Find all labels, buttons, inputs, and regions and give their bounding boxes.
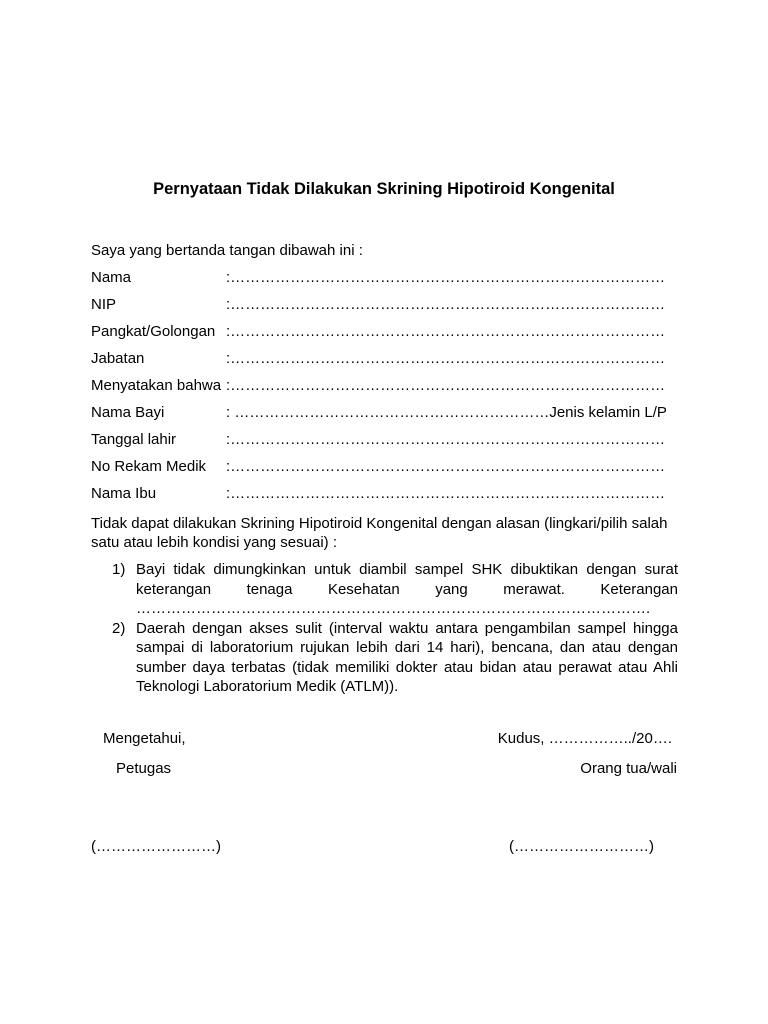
field-row-pangkat <box>91 323 681 350</box>
field-label: Nama Ibu <box>91 485 157 502</box>
list-text: Daerah dengan akses sulit (interval waktu antara pengambilan sampel hingga sampai di laboratorium rujukan lebih dari 14 hari), bencana, dan atau dengan sumber daya terbatas (tidak memiliki dokter atau bidan atau perawat atau Ahli Teknologi Laboratorium Medik (ATLM)). <box>136 619 678 695</box>
list-item <box>112 560 678 619</box>
field-label: Nama Bayi <box>91 404 165 421</box>
parent-guardian-label: Orang tua/wali <box>580 760 677 777</box>
field-value-dots: :…………………………………………………………………………… <box>226 458 666 475</box>
field-row-jabatan <box>91 350 681 377</box>
document-title: Pernyataan Tidak Dilakukan Skrining Hipotiroid Kongenital <box>153 180 615 198</box>
field-value-dots: :…………………………………………………………………………… <box>226 350 666 367</box>
field-label: Tanggal lahir <box>91 431 177 448</box>
list-number: 1) <box>112 561 126 578</box>
acknowledged-label: Mengetahui, <box>103 730 186 747</box>
officer-label: Petugas <box>116 760 172 777</box>
place-date-label: Kudus, ……………../20…. <box>497 730 672 747</box>
list-number: 2) <box>112 619 126 637</box>
field-row-tanggal-lahir <box>91 431 681 458</box>
parent-signature-blank: (………………………) <box>509 838 654 855</box>
officer-signature-blank: (……………………) <box>91 838 221 855</box>
field-row-menyatakan <box>91 377 681 404</box>
field-value-dots: :…………………………………………………………………………… <box>226 431 666 448</box>
reason-paragraph: Tidak dapat dilakukan Skrining Hipotiroid Kongenital dengan alasan (lingkari/pilih salah satu atau lebih kondisi yang sesuai) : <box>91 515 668 551</box>
intro-text: Saya yang bertanda tangan dibawah ini : <box>91 242 363 259</box>
field-label: Pangkat/Golongan <box>91 323 216 340</box>
field-row-nama-bayi <box>91 404 681 431</box>
field-label: Menyatakan bahwa <box>91 377 222 394</box>
field-row-nama <box>91 269 681 296</box>
field-row-nama-ibu <box>91 485 681 512</box>
field-label: No Rekam Medik <box>91 458 207 475</box>
field-row-nip <box>91 296 681 323</box>
field-value-dots: :…………………………………………………………………………… <box>226 485 666 502</box>
list-item <box>112 619 678 697</box>
field-value-dots: :…………………………………………………………………………… <box>226 296 666 313</box>
field-label: NIP <box>91 296 117 313</box>
field-value-dots: :…………………………………………………………………………… <box>226 377 666 394</box>
field-row-rekam-medik <box>91 458 681 485</box>
field-label: Nama <box>91 269 132 286</box>
reason-list <box>112 560 678 697</box>
field-value-dots: : ………………………………………………………Jenis kelamin L/P <box>226 404 667 421</box>
field-label: Jabatan <box>91 350 145 367</box>
list-text: Bayi tidak dimungkinkan untuk diambil sampel SHK dibuktikan dengan surat keterangan tenaga Kesehatan yang merawat. Keterangan …………………………………………………………………………………………. <box>136 561 678 617</box>
field-value-dots: :…………………………………………………………………………… <box>226 323 666 340</box>
field-value-dots: :…………………………………………………………………………… <box>226 269 666 286</box>
identity-fields <box>91 269 681 512</box>
